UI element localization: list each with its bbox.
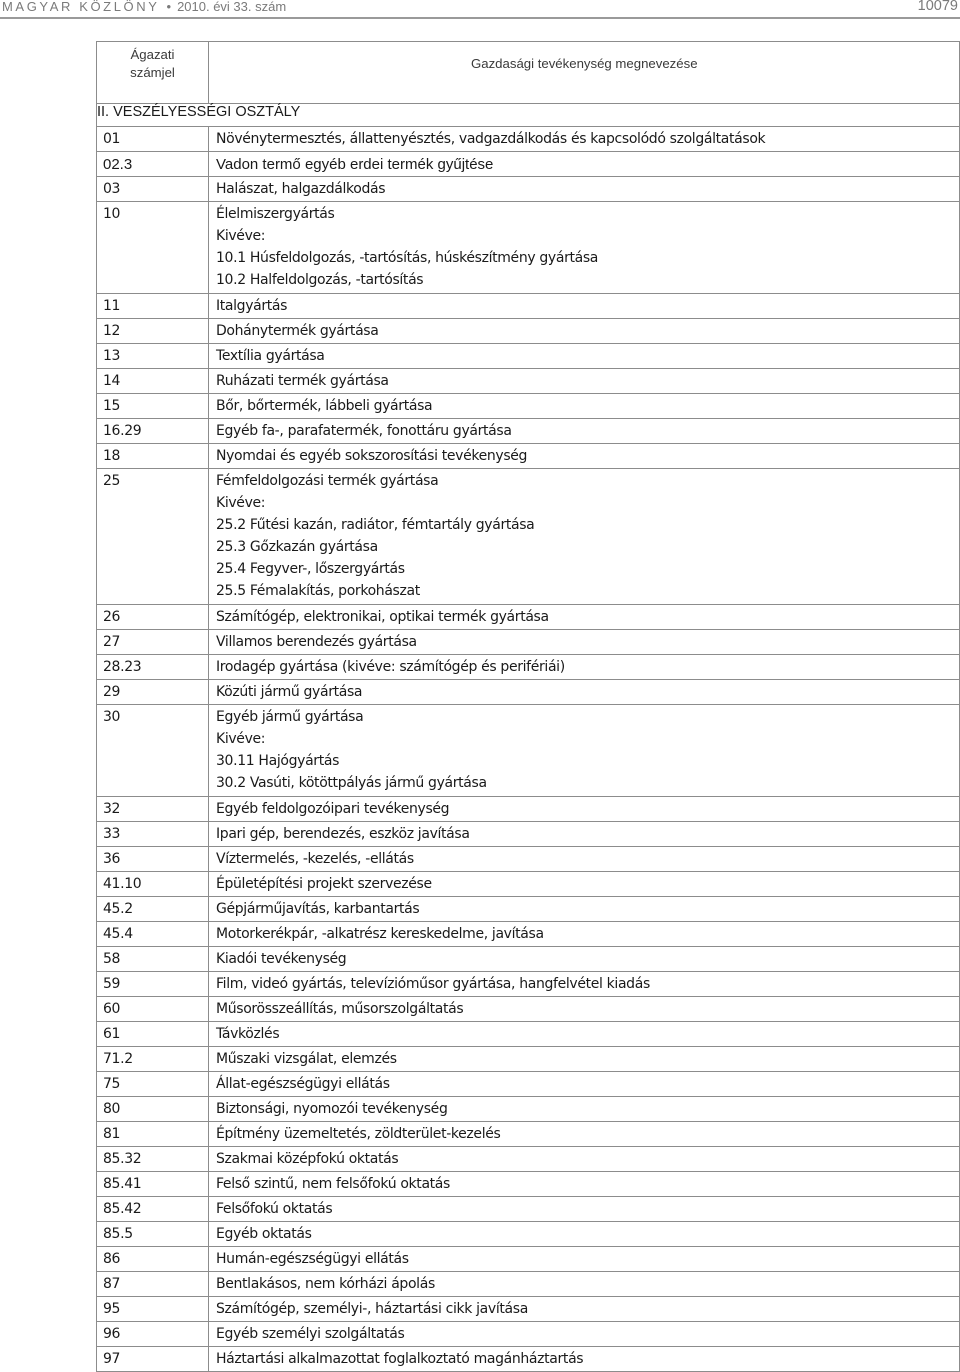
sector-code: 86	[97, 1247, 209, 1272]
table-row	[97, 1172, 960, 1197]
activity-description: Épületépítési projekt szervezése	[209, 872, 960, 897]
description-line: Fémfeldolgozási termék gyártása	[216, 473, 439, 489]
class-title-row	[97, 104, 960, 127]
table-row	[97, 847, 960, 872]
issue-label: 2010. évi 33. szám	[177, 0, 287, 14]
activity-description: Film, videó gyártás, televízióműsor gyártása, hangfelvétel kiadás	[209, 972, 960, 997]
sector-code: 87	[97, 1272, 209, 1297]
sector-code: 45.4	[97, 922, 209, 947]
table-row	[97, 152, 960, 177]
table-row	[97, 822, 960, 847]
table-row	[97, 294, 960, 319]
activity-description	[209, 469, 960, 605]
activity-description: Egyéb feldolgozóipari tevékenység	[209, 797, 960, 822]
table-row	[97, 1272, 960, 1297]
code-header-line: Ágazati	[130, 47, 175, 62]
activity-description: Felső szintű, nem felsőfokú oktatás	[209, 1172, 960, 1197]
activity-description: Nyomdai és egyéb sokszorosítási tevékenység	[209, 444, 960, 469]
sector-code: 26	[97, 605, 209, 630]
table-row	[97, 630, 960, 655]
sector-code: 25	[97, 469, 209, 605]
table-row	[97, 1147, 960, 1172]
activity-description: Háztartási alkalmazottat foglalkoztató magánháztartás	[209, 1347, 960, 1372]
activity-description: Vadon termő egyéb erdei termék gyűjtése	[209, 152, 960, 177]
table-row	[97, 1322, 960, 1347]
separator-dot: •	[166, 0, 172, 14]
table-row	[97, 1222, 960, 1247]
sector-code: 96	[97, 1322, 209, 1347]
sector-code: 16.29	[97, 419, 209, 444]
table-row	[97, 419, 960, 444]
description-line: 25.5 Fémalakítás, porkohászat	[216, 583, 420, 599]
sector-code: 85.41	[97, 1172, 209, 1197]
sector-code: 10	[97, 202, 209, 294]
table-row	[97, 127, 960, 152]
sector-code: 45.2	[97, 897, 209, 922]
description-line: 10.2 Halfeldolgozás, -tartósítás	[216, 272, 424, 288]
code-column-header	[97, 42, 209, 104]
description-line: Élelmiszergyártás	[216, 206, 335, 222]
table-row	[97, 1072, 960, 1097]
running-head	[2, 0, 286, 14]
header-rule	[0, 17, 960, 19]
table-row	[97, 1347, 960, 1372]
table-row	[97, 705, 960, 797]
description-line: Kivéve:	[216, 731, 266, 747]
sector-code: 33	[97, 822, 209, 847]
table-row	[97, 1122, 960, 1147]
class-title: II. VESZÉLYESSÉGI OSZTÁLY	[97, 104, 960, 127]
table-row	[97, 1197, 960, 1222]
table-row	[97, 872, 960, 897]
activity-description: Gépjárműjavítás, karbantartás	[209, 897, 960, 922]
activity-description: Kiadói tevékenység	[209, 947, 960, 972]
sector-code: 29	[97, 680, 209, 705]
activity-description: Állat-egészségügyi ellátás	[209, 1072, 960, 1097]
sector-code: 01	[97, 127, 209, 152]
sector-code: 41.10	[97, 872, 209, 897]
activity-description: Humán-egészségügyi ellátás	[209, 1247, 960, 1272]
activity-description: Közúti jármű gyártása	[209, 680, 960, 705]
sector-code: 61	[97, 1022, 209, 1047]
table-row	[97, 972, 960, 997]
sector-code: 85.42	[97, 1197, 209, 1222]
sector-code: 81	[97, 1122, 209, 1147]
table-row	[97, 655, 960, 680]
activity-description: Műsorösszeállítás, műsorszolgáltatás	[209, 997, 960, 1022]
description-line: Egyéb jármű gyártása	[216, 709, 364, 725]
activity-description: Egyéb oktatás	[209, 1222, 960, 1247]
sector-code: 02.3	[97, 152, 209, 177]
sector-code: 15	[97, 394, 209, 419]
sector-code: 71.2	[97, 1047, 209, 1072]
table-row	[97, 897, 960, 922]
code-header-line: számjel	[130, 65, 175, 80]
description-line: 30.2 Vasúti, kötöttpályás jármű gyártása	[216, 775, 487, 791]
table-header-row	[97, 42, 960, 104]
table-row	[97, 344, 960, 369]
sector-code: 27	[97, 630, 209, 655]
page-number: 10079	[917, 0, 958, 14]
sector-code: 58	[97, 947, 209, 972]
sector-code: 59	[97, 972, 209, 997]
activity-description	[209, 705, 960, 797]
sector-code: 95	[97, 1297, 209, 1322]
table-row	[97, 202, 960, 294]
table-row	[97, 797, 960, 822]
activity-description: Távközlés	[209, 1022, 960, 1047]
activity-description: Ruházati termék gyártása	[209, 369, 960, 394]
description-line: 25.4 Fegyver-, lőszergyártás	[216, 561, 405, 577]
sector-code: 12	[97, 319, 209, 344]
page-header	[0, 0, 960, 16]
table-row	[97, 177, 960, 202]
sector-code: 80	[97, 1097, 209, 1122]
activity-description: Számítógép, elektronikai, optikai termék gyártása	[209, 605, 960, 630]
activity-description: Víztermelés, -kezelés, -ellátás	[209, 847, 960, 872]
sector-code: 60	[97, 997, 209, 1022]
sector-code: 75	[97, 1072, 209, 1097]
table-row	[97, 369, 960, 394]
activity-description: Bőr, bőrtermék, lábbeli gyártása	[209, 394, 960, 419]
table-row	[97, 1097, 960, 1122]
description-line: 25.3 Gőzkazán gyártása	[216, 539, 378, 555]
activity-description: Ipari gép, berendezés, eszköz javítása	[209, 822, 960, 847]
activity-description: Műszaki vizsgálat, elemzés	[209, 1047, 960, 1072]
activity-description: Motorkerékpár, -alkatrész kereskedelme, javítása	[209, 922, 960, 947]
table-row	[97, 1047, 960, 1072]
sector-code: 03	[97, 177, 209, 202]
activity-description: Halászat, halgazdálkodás	[209, 177, 960, 202]
table-row	[97, 444, 960, 469]
sector-code: 13	[97, 344, 209, 369]
activity-table	[96, 41, 960, 1372]
sector-code: 85.5	[97, 1222, 209, 1247]
activity-description: Italgyártás	[209, 294, 960, 319]
sector-code: 30	[97, 705, 209, 797]
description-line: 10.1 Húsfeldolgozás, -tartósítás, húskészítmény gyártása	[216, 250, 599, 266]
table-row	[97, 1022, 960, 1047]
activity-description: Szakmai középfokú oktatás	[209, 1147, 960, 1172]
activity-description: Dohánytermék gyártása	[209, 319, 960, 344]
table-row	[97, 947, 960, 972]
table-row	[97, 469, 960, 605]
description-line: 25.2 Fűtési kazán, radiátor, fémtartály gyártása	[216, 517, 535, 533]
activity-description: Irodagép gyártása (kivéve: számítógép és perifériái)	[209, 655, 960, 680]
sector-code: 28.23	[97, 655, 209, 680]
sector-code: 97	[97, 1347, 209, 1372]
activity-description: Textília gyártása	[209, 344, 960, 369]
table-row	[97, 997, 960, 1022]
activity-description: Biztonsági, nyomozói tevékenység	[209, 1097, 960, 1122]
activity-description: Számítógép, személyi-, háztartási cikk javítása	[209, 1297, 960, 1322]
description-line: Kivéve:	[216, 495, 266, 511]
description-line: 30.11 Hajógyártás	[216, 753, 340, 769]
table-row	[97, 680, 960, 705]
sector-code: 18	[97, 444, 209, 469]
description-line: Kivéve:	[216, 228, 266, 244]
activity-description: Felsőfokú oktatás	[209, 1197, 960, 1222]
activity-description: Egyéb fa-, parafatermék, fonottáru gyártása	[209, 419, 960, 444]
sector-code: 11	[97, 294, 209, 319]
sector-code: 14	[97, 369, 209, 394]
table-row	[97, 1247, 960, 1272]
table-row	[97, 1297, 960, 1322]
sector-code: 32	[97, 797, 209, 822]
sector-code: 85.32	[97, 1147, 209, 1172]
publication-title: MAGYAR KÖZLÖNY	[2, 0, 160, 14]
table-row	[97, 394, 960, 419]
activity-description	[209, 202, 960, 294]
activity-description: Építmény üzemeltetés, zöldterület-kezelés	[209, 1122, 960, 1147]
sector-code: 36	[97, 847, 209, 872]
table-row	[97, 605, 960, 630]
activity-description: Növénytermesztés, állattenyésztés, vadgazdálkodás és kapcsolódó szolgáltatások	[209, 127, 960, 152]
table-row	[97, 319, 960, 344]
table-row	[97, 922, 960, 947]
activity-description: Villamos berendezés gyártása	[209, 630, 960, 655]
description-column-header: Gazdasági tevékenység megnevezése	[209, 42, 960, 104]
activity-description: Egyéb személyi szolgáltatás	[209, 1322, 960, 1347]
activity-description: Bentlakásos, nem kórházi ápolás	[209, 1272, 960, 1297]
